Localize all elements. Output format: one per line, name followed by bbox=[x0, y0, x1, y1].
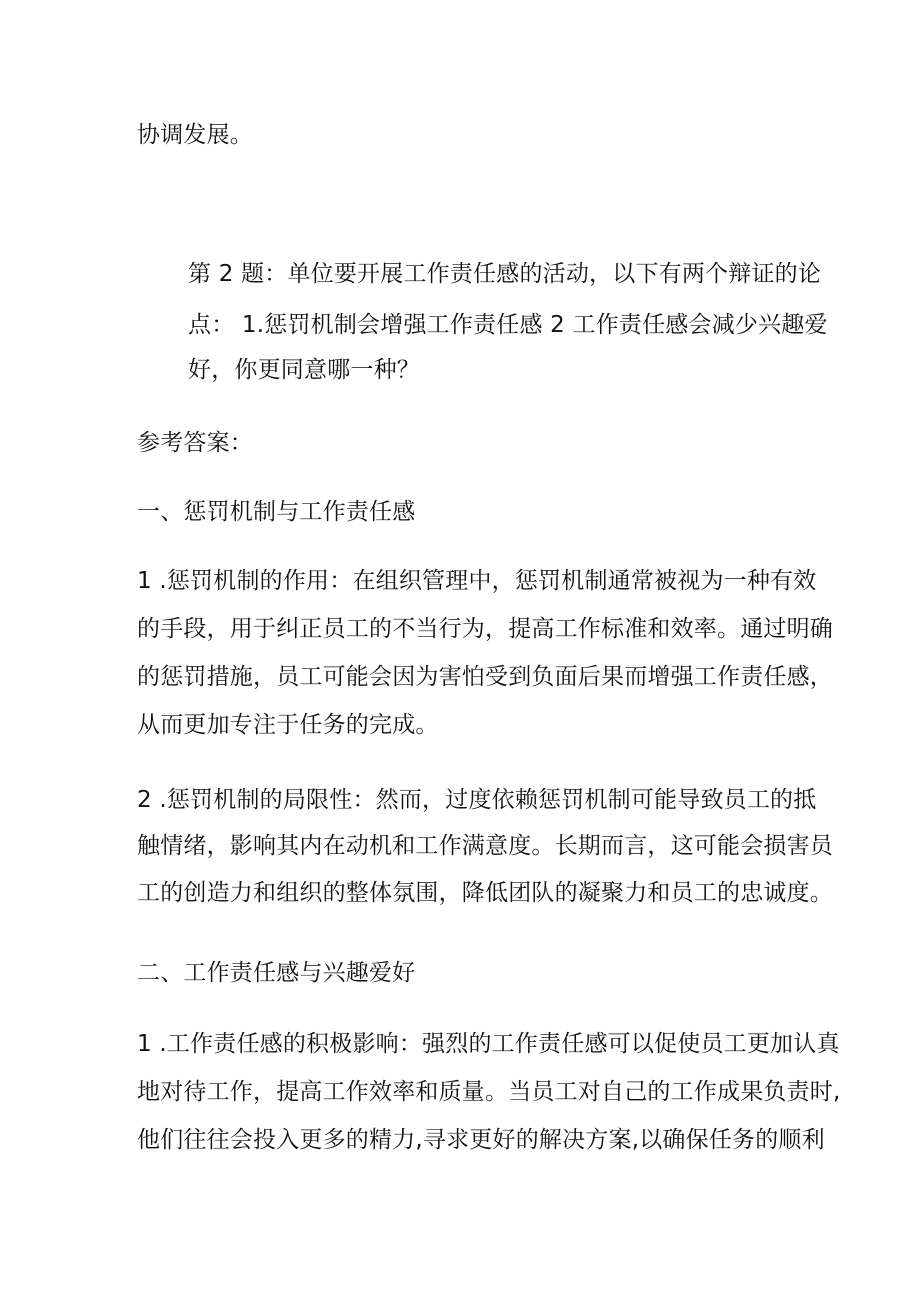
paragraph-line: 的手段，用于纠正员工的不当行为，提高工作标准和效率。通过明确 bbox=[137, 616, 833, 642]
question-line-3: 好，你更同意哪一种？ bbox=[188, 357, 420, 383]
paragraph-line: 工的创造力和组织的整体氛围，降低团队的凝聚力和员工的忠诚度。 bbox=[137, 880, 833, 906]
section-2-heading: 二、工作责任感与兴趣爱好 bbox=[137, 960, 416, 986]
question-line-1: 第 2 题：单位要开展工作责任感的活动，以下有两个辩证的论 bbox=[188, 261, 822, 287]
paragraph-line: 1 .工作责任感的积极影响：强烈的工作责任感可以促使员工更加认真 bbox=[137, 1031, 840, 1057]
paragraph-line: 他们往往会投入更多的精力,寻求更好的解决方案,以确保任务的顺利 bbox=[137, 1127, 825, 1153]
paragraph-line: 地对待工作，提高工作效率和质量。当员工对自己的工作成果负责时, bbox=[137, 1079, 841, 1105]
question-line-2: 点： 1.惩罚机制会增强工作责任感 2 工作责任感会减少兴趣爱 bbox=[188, 312, 828, 338]
section-1-heading: 一、惩罚机制与工作责任感 bbox=[137, 499, 416, 525]
paragraph-line: 1 .惩罚机制的作用：在组织管理中，惩罚机制通常被视为一种有效 bbox=[137, 568, 817, 594]
paragraph-line: 触情绪，影响其内在动机和工作满意度。长期而言，这可能会损害员 bbox=[137, 833, 833, 859]
answer-label: 参考答案： bbox=[137, 430, 253, 456]
paragraph-line: 的惩罚措施，员工可能会因为害怕受到负面后果而增强工作责任感， bbox=[137, 664, 833, 690]
continuation-text: 协调发展。 bbox=[137, 122, 253, 148]
paragraph-line: 2 .惩罚机制的局限性：然而，过度依赖惩罚机制可能导致员工的抵 bbox=[137, 787, 817, 813]
paragraph-line: 从而更加专注于任务的完成。 bbox=[137, 712, 439, 738]
